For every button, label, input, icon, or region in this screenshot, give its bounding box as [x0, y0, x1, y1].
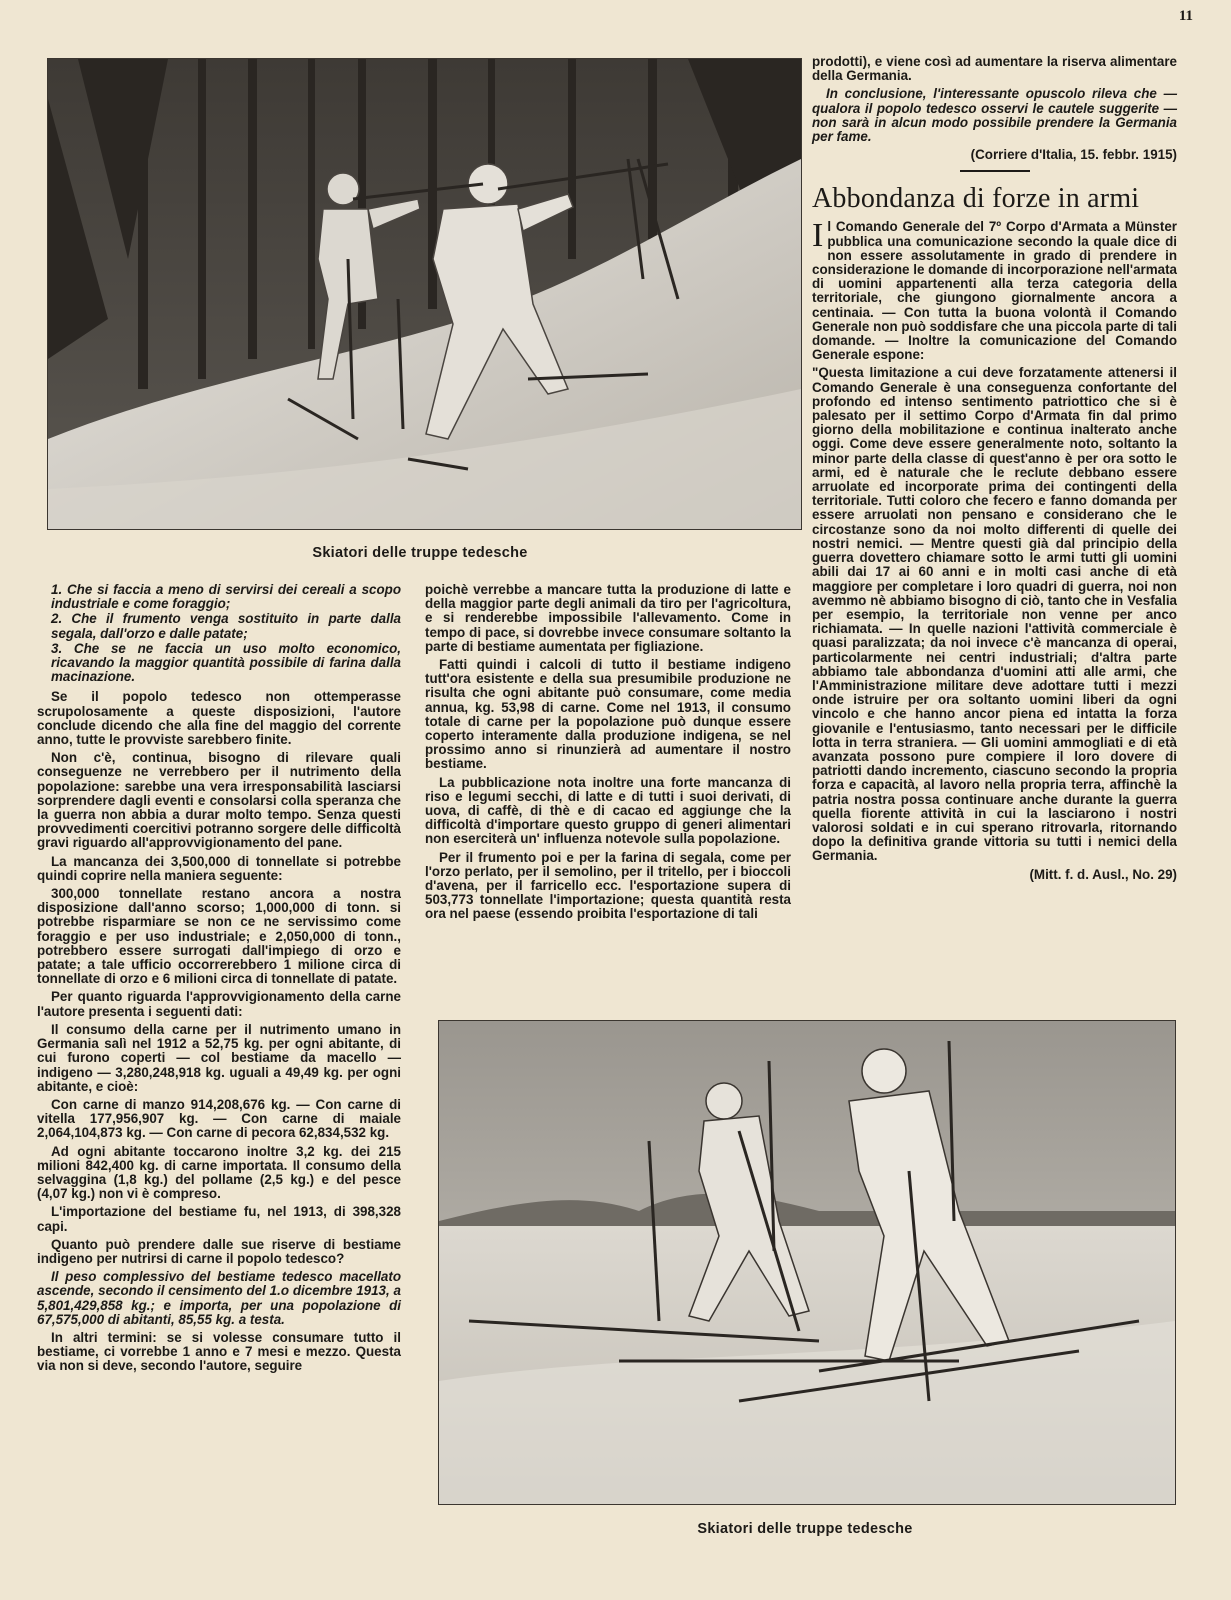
paragraph: poichè verrebbe a mancare tutta la produzione di latte e della maggior parte degli animali da tiro per l'agricoltura, e si renderebbe impossibile l'allevamento. Come in tempo di pace, si dovrebbe invece consumare soltanto la parte di bestiame aumentata per figliazione. — [425, 582, 791, 654]
list-item: 1. Che si faccia a meno di servirsi dei cereali a scopo industriale e come foraggio; — [51, 582, 401, 612]
paragraph: Il consumo della carne per il nutrimento umano in Germania salì nel 1912 a 52,75 kg. per ogni abitante, di cui furono coperti — col bestiame da macello — indigeno — 3,280,248,918 kg. uguali a 49,49 kg. per ogni abitante, e cioè: — [37, 1021, 401, 1094]
bottom-photo-caption: Skiatori delle truppe tedesche — [697, 1521, 913, 1537]
column-2 — [425, 583, 791, 926]
paragraph: Se il popolo tedesco non ottemperasse scrupolosamente a queste disposizioni, l'autore conclude dicendo che alla fine del maggio del corrente anno, tutte le provviste sarebbero finite. — [37, 689, 401, 748]
top-photo-caption: Skiatori delle truppe tedesche — [312, 545, 528, 561]
photo-skiers-aiming — [47, 58, 802, 530]
paragraph: La pubblicazione nota inoltre una forte mancanza di riso e legumi secchi, di latte e di tutti i suoi derivati, di uova, di caffè, di thè e di cacao ed aggiunge che la difficoltà d'importare questo gruppo di generi alimentari non eserciterà un' influenza notevole sulla popolazione. — [425, 774, 791, 847]
paragraph: In conclusione, l'interessante opuscolo rileva che — qualora il popolo tedesco osservi le cautele suggerite — non sarà in alcun modo possibile prendere la Germania per fame. — [812, 86, 1177, 145]
paragraph: prodotti), e viene così ad aumentare la riserva alimentare della Germania. — [812, 54, 1177, 84]
paragraph: Per quanto riguarda l'approvvigionamento della carne l'autore presenta i seguenti dati: — [37, 989, 401, 1019]
column-3 — [812, 55, 1177, 886]
paragraph: Quanto può prendere dalle sue riserve di bestiame indigeno per nutrirsi di carne il popolo tedesco? — [37, 1236, 401, 1266]
divider — [960, 170, 1030, 172]
paragraph: Non c'è, continua, bisogno di rilevare quali conseguenze ne verrebbero per il nutrimento della popolazione: sarebbe una vera irresponsabilità lasciarsi sorprendere dagli eventi e consolarsi colla speranza che la guerra non abbia a durar molto tempo. Senza questi provvedimenti coercitivi potranno sorgere delle difficoltà gravi riguardo all'approvvigionamento del pane. — [37, 750, 401, 851]
drop-cap: I — [812, 217, 824, 255]
paragraph — [812, 217, 1177, 363]
paragraph: Fatti quindi i calcoli di tutto il bestiame indigeno tutt'ora esistente e della sua presumibile produzione ne risulta che ogni abitante può consumare, come media annua, kg. 53,98 di carne. Come nel 1913, il consumo totale di carne per la popolazione può dunque essere coperto interamente dalla produzione indigena, se nel prossimo anno si rinunzierà ad aumentare il nostro bestiame. — [425, 657, 791, 772]
paragraph: Con carne di manzo 914,208,676 kg. — Con carne di vitella 177,956,907 kg. — Con carne di maiale 2,064,104,873 kg. — Con carne di pecora 62,834,532 kg. — [37, 1096, 401, 1141]
skiers-aiming-illustration — [48, 59, 801, 529]
source-citation: (Mitt. f. d. Ausl., No. 29) — [1029, 866, 1177, 882]
paragraph: Il peso complessivo del bestiame tedesco macellato ascende, secondo il censimento del 1.o dicembre 1913, a 5,801,429,858 kg.; e importa, per una popolazione di 67,575,000 di abitanti, 85,55 kg. a testa. — [37, 1269, 401, 1327]
paragraph: 300,000 tonnellate restano ancora a nostra disposizione dall'anno scorso; 1,000,000 di tonn. si potrebbe risparmiare se non ce ne servissimo come foraggio e per uso industriale; e 2,050,000 di tonn., potrebbero essere surrogati dall'impiego di orzo e patate; a tale ufficio occorrerebbero 1 milione circa di tonnellate di orzo e 6 milioni circa di tonnellate di patate. — [37, 886, 401, 987]
article-headline: Abbondanza di forze in armi — [812, 183, 1140, 215]
paragraph: Per il frumento poi e per la farina di segala, come per l'orzo perlato, per il semolino, per il tritello, per i bioccoli d'avena, per il farricello ecc. l'esportazione supera di 503,773 tonnellate l'importazione; questa quantità resta ora nel paese (essendo proibita l'esportazione di tali — [425, 849, 791, 922]
source-citation: (Corriere d'Italia, 15. febbr. 1915) — [970, 147, 1177, 163]
paragraph: "Questa limitazione a cui deve forzatamente attenersi il Comando Generale è una conseguenza confortante del profondo ed intenso sentimento patriottico che si è palesato per il settimo Corpo d'Armata fin dal primo giorno della mobilitazione e continua inalterato anche oggi. Come deve essere generalmente noto, soltanto la minor parte della classe di quest'anno è per ora sotto le armi, ed è naturale che le reclute debbano essere arruolate ed incorporate prima dei contingenti della territoriale. Tutti coloro che fecero e fanno domanda per essere arruolati non pensano e considerano che le circostanze sono da noi molto differenti di quelle dei nostri nemici. — Mentre questi già dal principio della guerra dovettero chiamare sotto le armi tutti gli uomini abili dai 17 ai 60 anni e in molti casi anche di età maggiore per completare i loro quadri di guerra, noi non avemmo nè abbiamo bisogno di ciò, tanto che in Vesfalia per esempio, la territoriale non venne per anco richiamata. — In quelle nazioni l'attività commerciale è quasi paralizzata; da noi invece c'è mancanza di operai, particolarmente nei centri industriali; d'altra parte abbiamo tale abbondanza d'uomini atti alle armi, che l'Amministrazione militare deve adottare tutti i mezzi onde istruire per ora soltanto uomini liberi da ogni vincolo e che hanno ancor piena ed intatta la forza giovanile e l'entusiasmo, tanto necessari per le difficile lotta in terra straniera. — Gli uomini ammogliati e di età avanzata possono pure compiere il loro dovere di patriotti dando incremento, ciascuno secondo la propria forza e capacità, al lavoro nella propria terra, affinchè la patria nostra possa continuare anche durante la guerra quella fiorente attività in cui la lasciarono i nostri valorosi soldati e in cui sperano ritrovarla, ritornando dopo la definitiva grande vittoria su tutti i nemici della Germania. — [812, 365, 1177, 864]
paragraph: In altri termini: se si volesse consumare tutto il bestiame, ci vorrebbe 1 anno e 7 mesi e mezzo. Questa via non si deve, secondo l'autore, seguire — [37, 1329, 401, 1374]
paragraph-text: l Comando Generale del 7º Corpo d'Armata a Münster pubblica una comunicazione secondo la quale dice di non essere assolutamente in grado di prendere in considerazione le domande di incorporazione nell'armata di uomini appartenenti alla terza categoria della territoriale, che giungono giornalmente ancora a centinaia. — Con tutta la buona volontà il Comando Generale non può soddisfare che una piccola parte di tali domande. — Inoltre la comunicazione del Comando Generale espone: — [812, 219, 1177, 363]
page-number: 11 — [1178, 8, 1193, 24]
paragraph: La mancanza dei 3,500,000 di tonnellate si potrebbe quindi coprire nella maniera seguente: — [37, 853, 401, 883]
list-item: 3. Che se ne faccia un uso molto economico, ricavando la maggior quantità possibile di farina dalla macinazione. — [51, 640, 401, 685]
skiers-crossing-illustration — [439, 1021, 1175, 1504]
column-1 — [37, 583, 401, 1378]
list-item: 2. Che il frumento venga sostituito in parte dalla segala, dall'orzo e dalle patate; — [51, 611, 401, 641]
paragraph: Ad ogni abitante toccarono inoltre 3,2 kg. dei 215 milioni 842,400 kg. di carne importata. Il consumo della selvaggina (1,8 kg.) del pollame (2,5 kg.) e del pesce (4,07 kg.) non vi è compreso. — [37, 1143, 401, 1202]
paragraph: L'importazione del bestiame fu, nel 1913, di 398,328 capi. — [37, 1204, 401, 1234]
photo-skiers-crossing — [438, 1020, 1176, 1505]
